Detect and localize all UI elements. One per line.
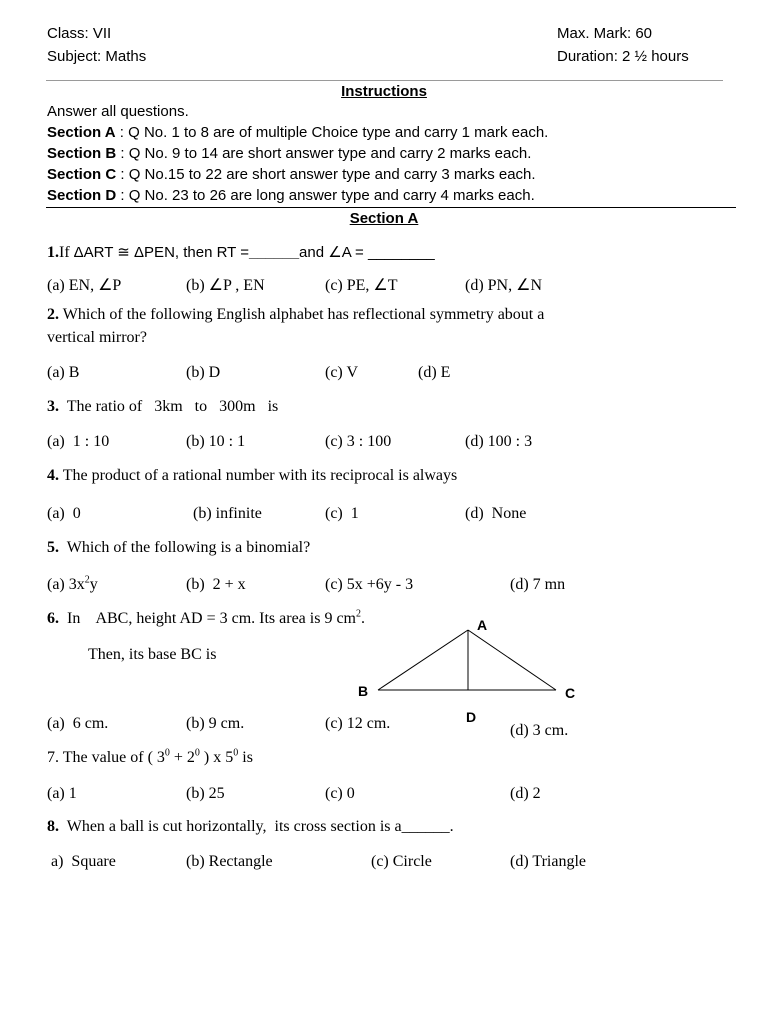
q2-option-c: (c) V: [325, 364, 359, 381]
question-text: When a ball is cut horizontally, its cross section is a______.: [59, 818, 454, 835]
question-3: [47, 398, 278, 416]
question-number: 4.: [47, 467, 59, 484]
foot-label-d: D: [466, 709, 477, 725]
q4-option-a: (a) 0: [47, 505, 81, 522]
question-6: [47, 610, 365, 628]
question-1: [47, 243, 435, 262]
triangle-abc-figure: [340, 612, 600, 732]
exponent: 0: [194, 747, 200, 759]
instruction-section-name: Section B: [47, 145, 117, 162]
instructions-divider: [46, 207, 736, 208]
question-text: is: [238, 749, 253, 766]
question-text: In ABC, height AD = 3 cm. Its area is 9 cm: [59, 610, 356, 627]
option-text: y: [89, 576, 98, 593]
q4-option-b: (b) infinite: [193, 505, 262, 522]
question-text: Which of the following is a binomial?: [59, 539, 311, 556]
side-ab: [378, 630, 468, 690]
q8-option-a: a) Square: [51, 853, 116, 870]
q3-option-a: (a) 1 : 10: [47, 433, 110, 450]
q6-option-b: (b) 9 cm.: [186, 715, 245, 732]
q3-option-b: (b) 10 : 1: [186, 433, 246, 450]
instruction-section-a: [47, 124, 548, 141]
question-number: 5.: [47, 539, 59, 556]
q8-option-b: (b) Rectangle: [186, 853, 273, 870]
q7-option-b: (b) 25: [186, 785, 225, 802]
q3-option-c: (c) 3 : 100: [325, 433, 392, 450]
instruction-section-name: Section D: [47, 187, 117, 204]
instruction-section-c: [47, 166, 536, 183]
question-text: Which of the following English alphabet has reflectional symmetry about a: [59, 306, 545, 323]
q5-option-a: [47, 576, 98, 594]
answer-blank: ______: [248, 244, 300, 261]
question-2: [47, 306, 544, 324]
q1-option-b: (b) ∠P , EN: [186, 277, 265, 294]
vertex-label-a: A: [477, 617, 488, 633]
duration: Duration: 2 ½ hours: [557, 48, 689, 65]
question-text: ΔART ≅ ΔPEN, then RT =: [73, 244, 249, 261]
question-text: .: [360, 610, 365, 627]
q2-option-a: (a) B: [47, 364, 80, 381]
q7-option-d: (d) 2: [510, 785, 541, 802]
q1-option-a: (a) EN, ∠P: [47, 277, 122, 294]
question-text: The product of a rational number with its reciprocal is always: [59, 467, 458, 484]
q4-option-c: (c) 1: [325, 505, 359, 522]
instruction-section-text: : Q No. 23 to 26 are long answer type and carry 4 marks each.: [116, 187, 535, 204]
q4-option-d: (d) None: [465, 505, 527, 522]
q6-option-c: (c) 12 cm.: [325, 715, 391, 732]
question-text: The ratio of 3km to 300m is: [59, 398, 279, 415]
class-label: Class: VII: [47, 25, 112, 42]
question-number: 3.: [47, 398, 59, 415]
max-mark: Max. Mark: 60: [557, 25, 653, 42]
instruction-section-name: Section C: [47, 166, 117, 183]
exponent: 0: [164, 747, 170, 759]
question-7: [47, 749, 253, 767]
question-text: ) x 5: [199, 749, 234, 766]
exponent: 0: [233, 747, 239, 759]
q2-option-b: (b) D: [186, 364, 221, 381]
section-a-title: Section A: [349, 210, 419, 227]
header-divider: [46, 80, 723, 81]
question-number: 2.: [47, 306, 59, 323]
question-text: The value of ( 3: [59, 749, 165, 766]
instructions-title: Instructions: [341, 83, 427, 100]
question-text: + 2: [169, 749, 195, 766]
q8-option-c: (c) Circle: [371, 853, 432, 870]
q7-option-c: (c) 0: [325, 785, 355, 802]
side-ac: [468, 630, 556, 690]
q3-option-d: (d) 100 : 3: [465, 433, 533, 450]
question-2-line-2: vertical mirror?: [47, 329, 147, 346]
question-4: [47, 467, 457, 485]
vertex-label-c: C: [565, 685, 576, 701]
question-text: If: [59, 244, 74, 261]
q2-option-d: (d) E: [418, 364, 451, 381]
q6-option-d: (d) 3 cm.: [510, 722, 569, 739]
vertex-label-b: B: [358, 683, 369, 699]
instructions-general: Answer all questions.: [47, 103, 189, 120]
q6-option-a: (a) 6 cm.: [47, 715, 109, 732]
exponent: 2: [84, 574, 90, 586]
subject-label: Subject: Maths: [47, 48, 147, 65]
question-number: 8.: [47, 818, 59, 835]
question-number: 6.: [47, 610, 59, 627]
q8-option-d: (d) Triangle: [510, 853, 586, 870]
instruction-section-b: [47, 145, 531, 162]
question-6-line-2: Then, its base BC is: [88, 646, 217, 663]
question-5: [47, 539, 310, 557]
instruction-section-text: : Q No. 9 to 14 are short answer type and carry 2 marks each.: [116, 145, 532, 162]
q1-option-c: (c) PE, ∠T: [325, 277, 398, 294]
q5-option-b: (b) 2 + x: [186, 576, 246, 593]
question-8: [47, 818, 454, 836]
option-text: (a) 3x: [47, 576, 85, 593]
instruction-section-d: [47, 187, 535, 204]
instruction-section-name: Section A: [47, 124, 116, 141]
q5-option-d: (d) 7 mn: [510, 576, 566, 593]
instruction-section-text: : Q No.15 to 22 are short answer type and carry 3 marks each.: [116, 166, 536, 183]
instruction-section-text: : Q No. 1 to 8 are of multiple Choice type and carry 1 mark each.: [115, 124, 549, 141]
question-number: 1.: [47, 244, 59, 261]
exponent: 2: [355, 608, 361, 620]
question-number: 7.: [47, 749, 59, 766]
question-text: and ∠A = ________: [299, 244, 435, 261]
q7-option-a: (a) 1: [47, 785, 77, 802]
q1-option-d: (d) PN, ∠N: [465, 277, 543, 294]
q5-option-c: (c) 5x +6y - 3: [325, 576, 414, 593]
